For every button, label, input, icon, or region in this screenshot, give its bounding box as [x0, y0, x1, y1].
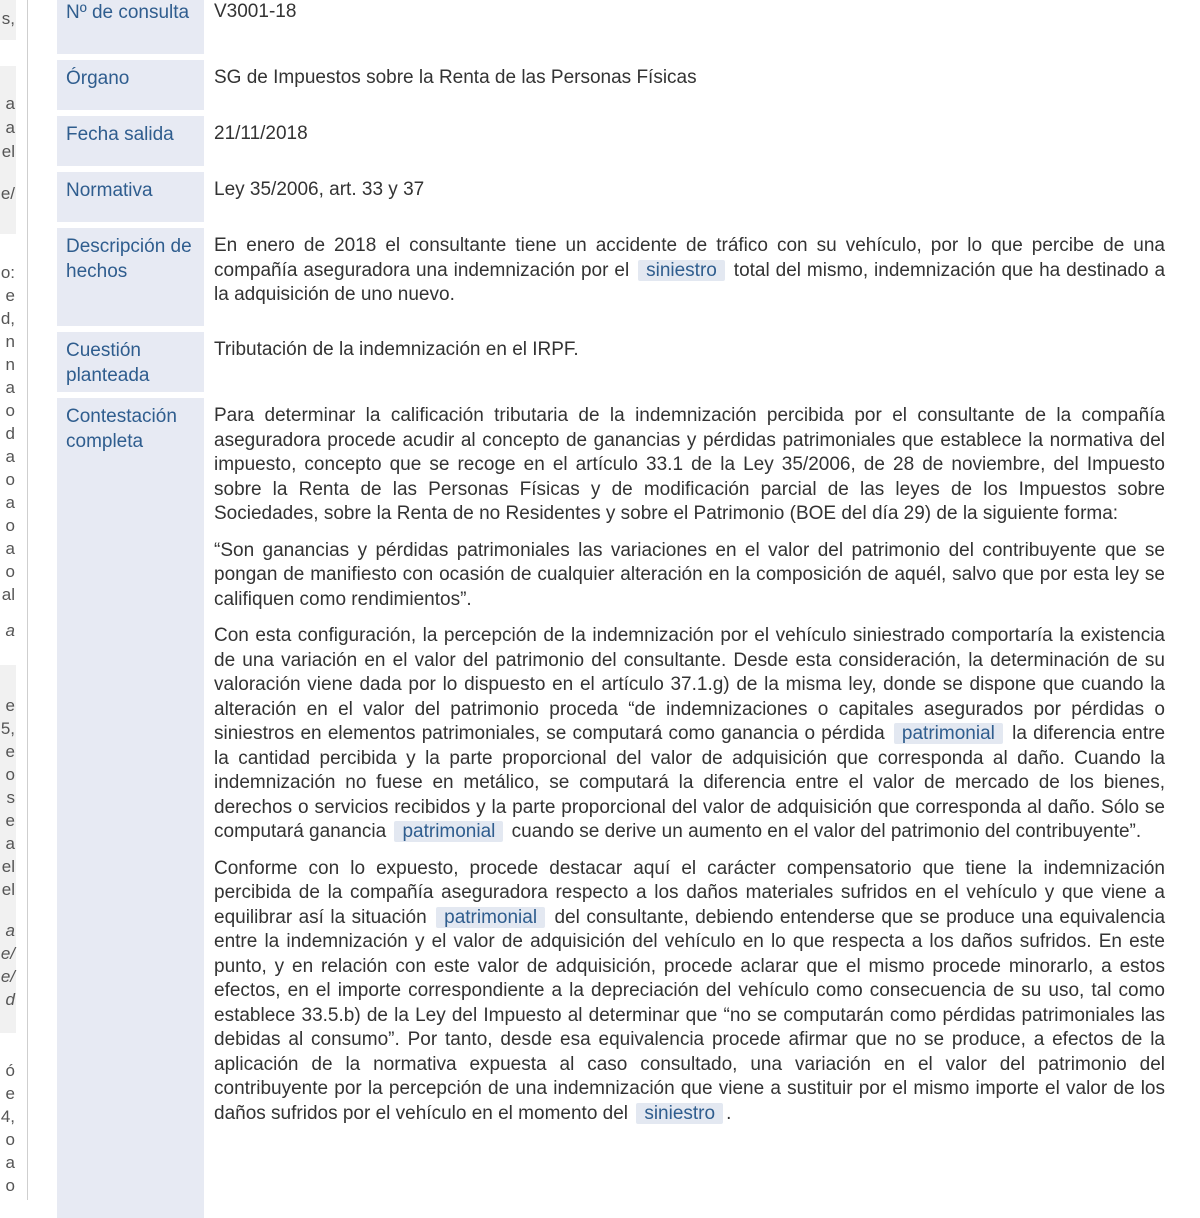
side-text-fragment: e/	[0, 944, 15, 963]
side-text-fragment: e	[5, 811, 15, 830]
value-fecha: 21/11/2018	[214, 123, 308, 144]
side-text-fragment: e	[5, 742, 15, 761]
paragraph-3-text-c: cuando se derive un aumento en el valor del patrimonio del contribuyente”.	[511, 821, 1142, 842]
side-text-fragment: s,	[1, 9, 15, 28]
value-descripcion	[204, 228, 1177, 326]
side-text-fragment: el	[1, 880, 15, 899]
row-descripcion	[57, 228, 1177, 326]
side-text-fragment: d,	[0, 309, 15, 328]
side-text-fragment: e	[5, 286, 15, 305]
highlight-patrimonial: patrimonial	[894, 723, 1003, 744]
side-text-fragment: o	[5, 765, 15, 784]
side-text-fragment: o	[5, 401, 15, 420]
side-text-fragment: n	[5, 355, 15, 374]
side-text-fragment: o:	[0, 263, 15, 282]
side-text-fragment: 4,	[0, 1107, 15, 1126]
paragraph-4-text-a: Conforme con lo expuesto, procede destacar aquí el carácter compensatorio que tiene la indemnización percibida de la compañía aseguradora respecto a los daños materiales sufridos en el vehículo y que viene a equilibrar así la situación	[214, 857, 1165, 928]
row-cuestion	[57, 332, 1177, 392]
row-consulta	[57, 0, 1177, 54]
highlight-patrimonial: patrimonial	[436, 907, 545, 928]
side-text-fragment: e/	[0, 967, 15, 986]
label-organo: Órgano	[57, 60, 204, 110]
side-text-fragment: o	[5, 1130, 15, 1149]
side-text-fragment: ó	[5, 1061, 15, 1080]
side-text-fragment: d	[5, 424, 15, 443]
paragraph-3-text-b: la diferencia entre la cantidad percibida y la parte proporcional del valor de adquisición que corresponda al daño. Cuando la indemnización no fuese en metálico, se computará la diferencia entre el valor de mercado de los bienes, derechos o servicios recibidos y la parte proporcional del valor de adquisición que corresponda al daño. Sólo se computará ganancia	[214, 723, 1166, 842]
side-text-fragment: a	[5, 493, 15, 512]
consultation-table	[57, 0, 1177, 1218]
highlight-patrimonial: patrimonial	[394, 821, 503, 842]
side-text-fragment: el	[1, 857, 15, 876]
row-normativa	[57, 172, 1177, 222]
page-border	[27, 0, 28, 1200]
side-text-fragment: e/	[0, 184, 15, 203]
side-text-fragment: a	[5, 1153, 15, 1172]
descripcion-text: En enero de 2018 el consultante tiene un accidente de tráfico con su vehículo, por lo que percibe de una compañía aseguradora una indemnización por el	[214, 235, 1165, 281]
highlight-siniestro: siniestro	[636, 1103, 723, 1124]
paragraph-3-text-a: Con esta configuración, la percepción de la indemnización por el vehículo siniestrado comportaría la existencia de una variación en el valor del patrimonio del consultante. Desde esta consideración, la determinación de su valoración viene dada por lo dispuesto en el artículo 37.1.g) de la misma ley, donde se dispone que cuando la alteración en el valor del patrimonio proceda “de indemnizaciones o capitales asegurados por pérdidas o siniestros en elementos patrimoniales, se computará como ganancia o pérdida	[214, 625, 1165, 744]
value-consulta: V3001-18	[214, 1, 297, 22]
side-text-fragment: a	[5, 834, 15, 853]
side-text-fragment: 5,	[0, 719, 15, 738]
label-consulta: Nº de consulta	[57, 0, 204, 54]
side-text-fragment: o	[5, 1176, 15, 1195]
side-text-fragment: e	[5, 1084, 15, 1103]
row-organo	[57, 60, 1177, 110]
row-contestacion	[57, 398, 1177, 1218]
contestacion-paragraph-2: “Son ganancias y pérdidas patrimoniales las variaciones en el valor del patrimonio del contribuyente que se pongan de manifiesto con ocasión de cualquier alteración en la composición de aquél, salvo que por esta ley se califiquen como rendimientos”.	[214, 539, 1165, 610]
contestacion-paragraph-3	[214, 624, 1165, 845]
contestacion-paragraph-4	[214, 857, 1165, 1127]
side-text-fragment: a	[5, 539, 15, 558]
highlight-siniestro: siniestro	[638, 260, 725, 281]
contestacion-paragraph-1: Para determinar la calificación tributaria de la indemnización percibida por el consultante de la compañía aseguradora procede acudir al concepto de ganancias y pérdidas patrimoniales que establece la normativa del impuesto, concepto que se recoge en el artículo 33.1 de la Ley 35/2006, de 28 de noviembre, del Impuesto sobre la Renta de las Personas Físicas y de modificación parcial de las leyes de los Impuestos sobre Sociedades, sobre la Renta de no Residentes y sobre el Patrimonio (BOE del día 29) de la siguiente forma:	[214, 405, 1165, 524]
side-text-fragment: a	[5, 921, 15, 940]
side-text-fragment: a	[5, 378, 15, 397]
side-text-fragment: al	[1, 585, 15, 604]
paragraph-4-text-b: del consultante, debiendo entenderse que se produce una equivalencia entre la indemnización y el valor de adquisición del vehículo en lo que respecta a los daños sufridos. En este punto, y en relación con este valor de adquisición, procede aclarar que el mismo procede minorarlo, a estos efectos, en el importe correspondiente a la depreciación del vehículo como consecuencia de su uso, tal como establece 33.5.b) de la Ley del Impuesto al determinar que “no se computarán como pérdidas patrimoniales las debidas al consumo”. Por tanto, desde esa equivalencia procede afirmar que no se produce, a efectos de la aplicación de la normativa expuesta al caso consultado, una variación en el valor del patrimonio del contribuyente por la percepción de una indemnización que viene a sustituir por el mismo importe el valor de los daños sufridos por el vehículo en el momento del	[214, 906, 1166, 1124]
value-organo: SG de Impuestos sobre la Renta de las Personas Físicas	[214, 67, 697, 88]
label-descripcion: Descripción de hechos	[57, 228, 204, 326]
side-text-fragment: e	[5, 696, 15, 715]
side-text-fragment: o	[5, 470, 15, 489]
value-normativa: Ley 35/2006, art. 33 y 37	[214, 179, 425, 200]
side-text-fragment: a	[5, 621, 15, 640]
adjacent-page-strip	[0, 0, 18, 1200]
side-text-fragment: o	[5, 562, 15, 581]
row-fecha	[57, 116, 1177, 166]
label-normativa: Normativa	[57, 172, 204, 222]
side-text-fragment: el	[1, 142, 15, 161]
side-text-fragment: s	[6, 788, 15, 807]
descripcion-text-end: total del mismo, indemnización que ha destinado a la adquisición de uno nuevo.	[214, 259, 1166, 305]
value-contestacion	[204, 398, 1177, 1218]
side-text-fragment: o	[5, 516, 15, 535]
side-text-fragment: a	[5, 118, 15, 137]
label-contestacion: Contestación completa	[57, 398, 204, 1218]
side-text-fragment: a	[5, 94, 15, 113]
side-text-fragment: n	[5, 332, 15, 351]
side-text-fragment: d	[5, 990, 15, 1009]
value-cuestion: Tributación de la indemnización en el IRPF.	[214, 339, 579, 360]
label-fecha: Fecha salida	[57, 116, 204, 166]
paragraph-4-text-c: .	[726, 1102, 732, 1124]
label-cuestion: Cuestión planteada	[57, 332, 204, 392]
side-text-fragment: a	[5, 447, 15, 466]
